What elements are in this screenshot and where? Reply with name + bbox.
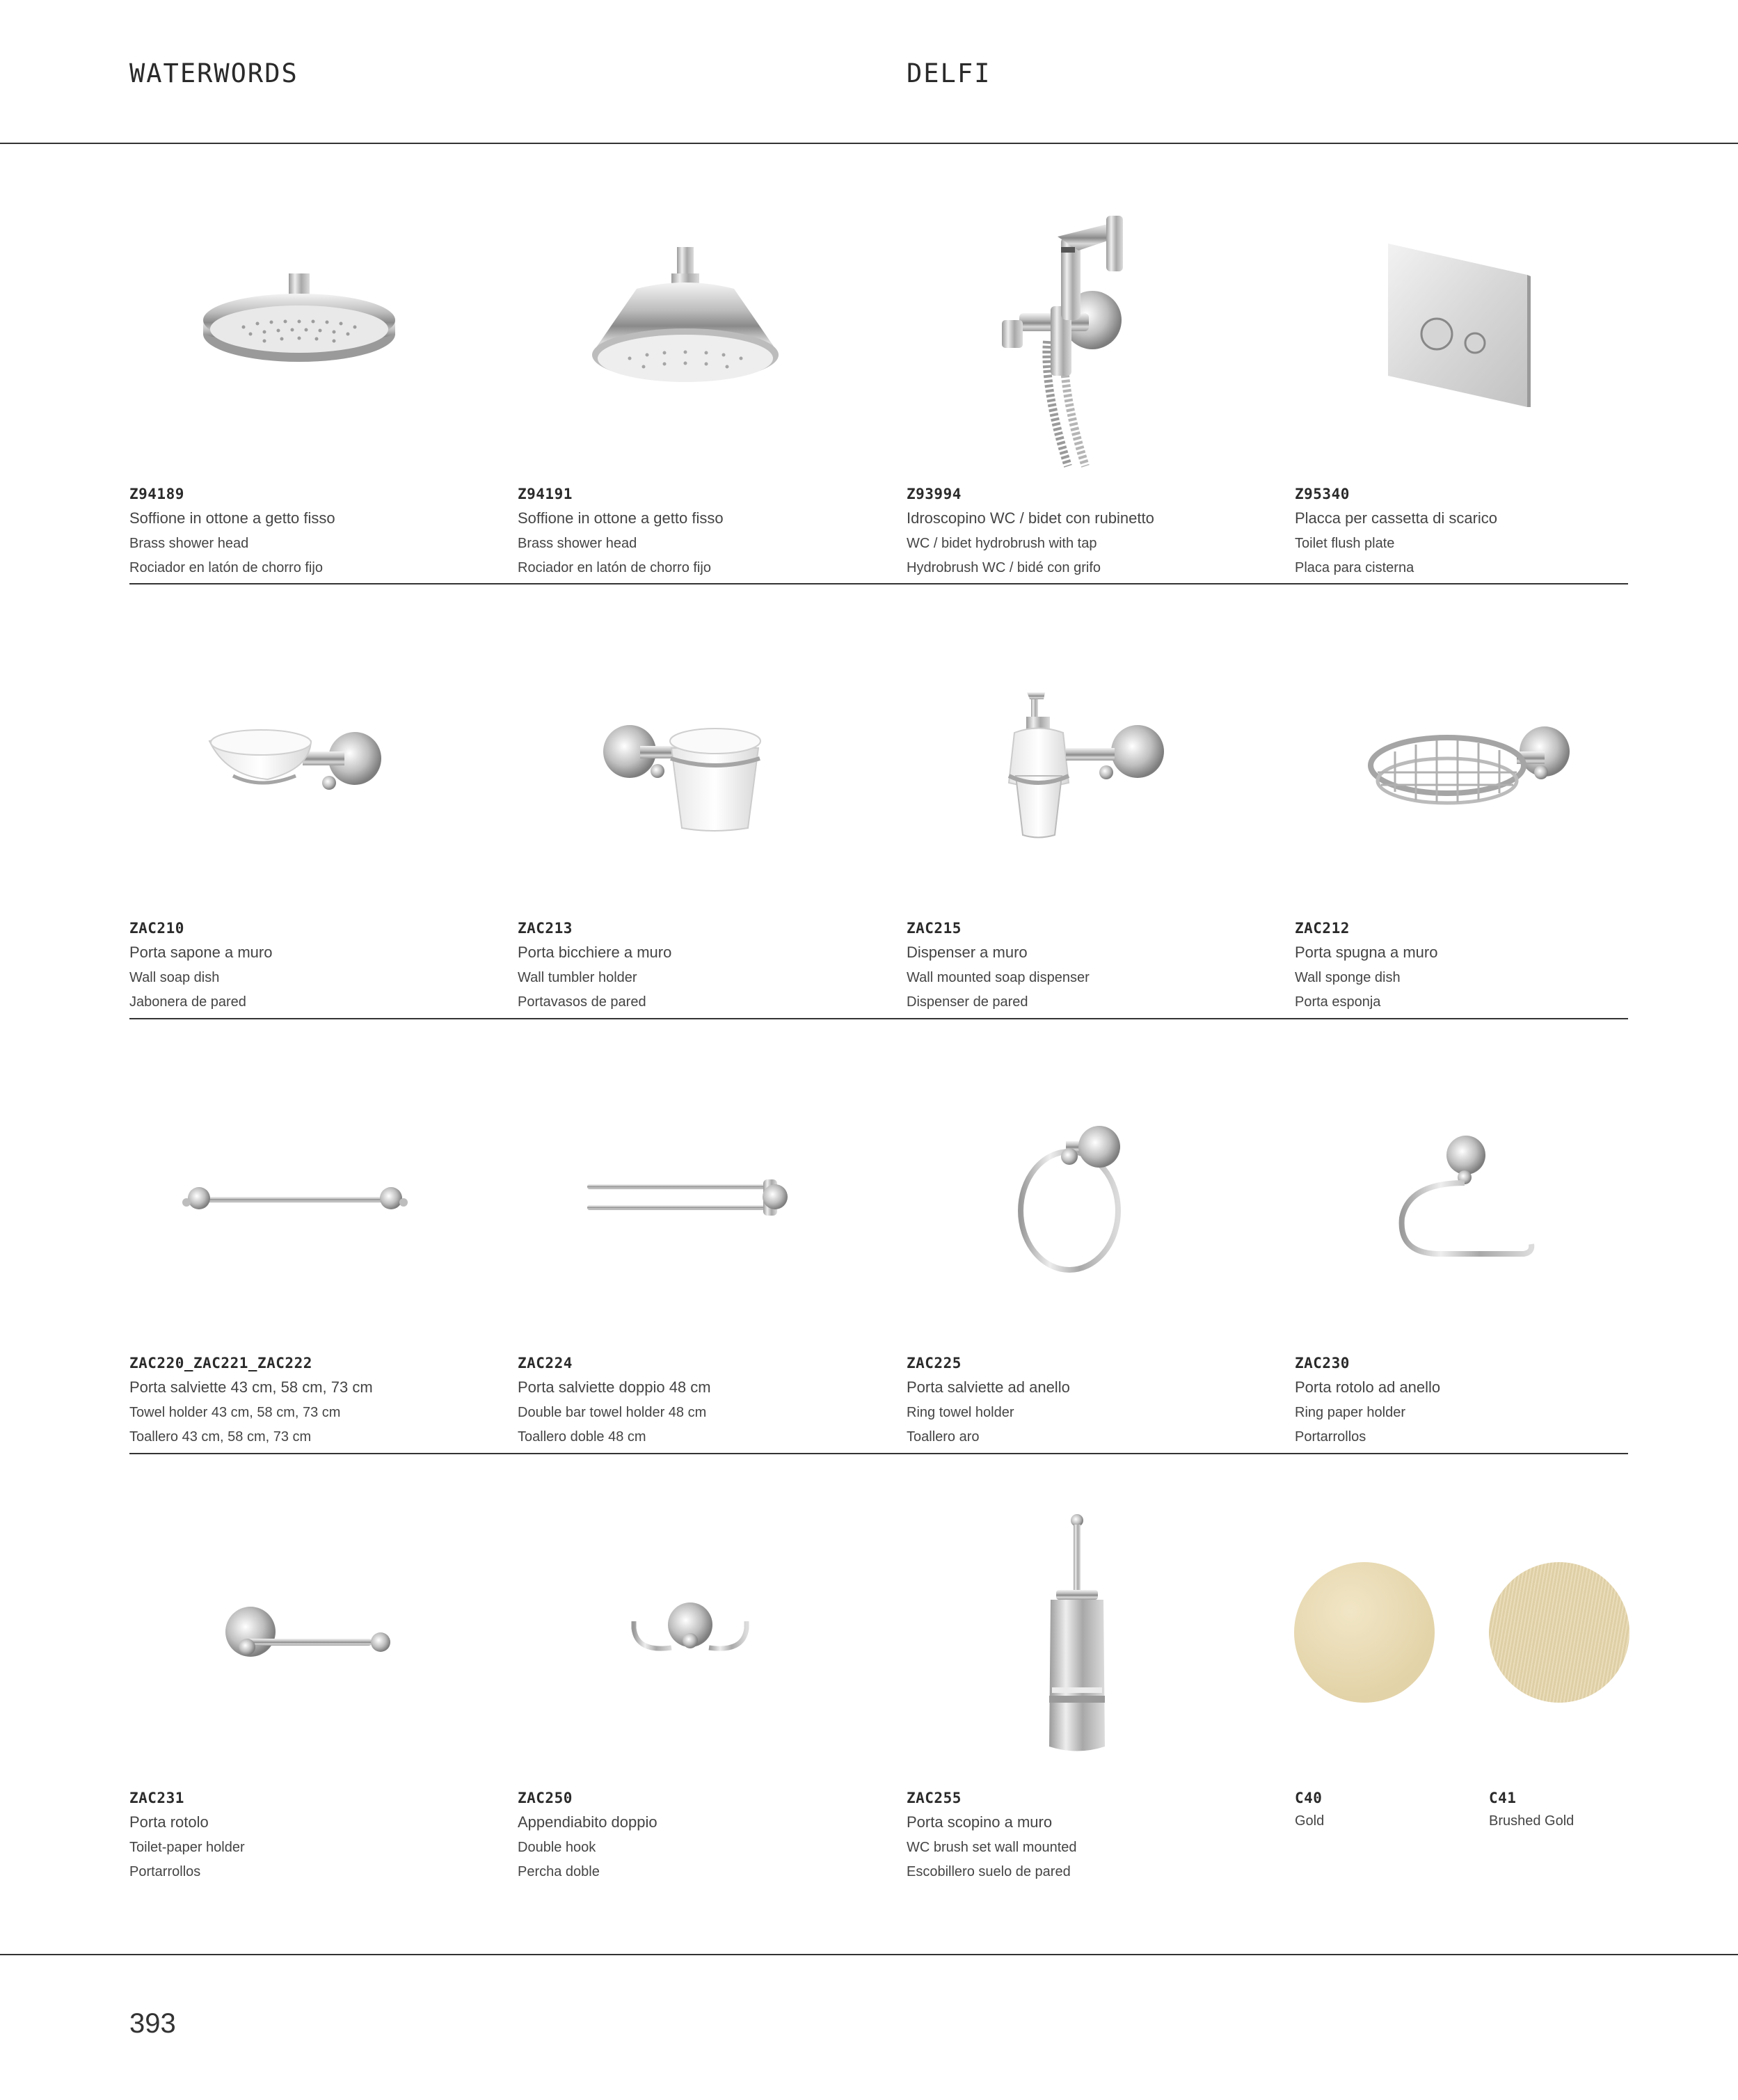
gold-finish-swatch xyxy=(1294,1562,1435,1703)
product-name-it: Appendiabito doppio xyxy=(518,1813,657,1831)
product-code: ZAC224 xyxy=(518,1355,573,1371)
product-name-en: Double bar towel holder 48 cm xyxy=(518,1405,707,1420)
product-card xyxy=(1295,486,1683,576)
ring-paper-holder-icon xyxy=(1395,1134,1534,1259)
product-card xyxy=(129,1790,518,1880)
product-name-en: Wall mounted soap dispenser xyxy=(907,970,1090,985)
round-shower-head-icon xyxy=(195,268,404,372)
product-name-es: Placa para cisterna xyxy=(1295,560,1414,575)
product-name-es: Rociador en latón de chorro fijo xyxy=(518,560,711,575)
product-name-it: Porta bicchiere a muro xyxy=(518,944,672,961)
towel-bar-icon xyxy=(180,1183,410,1218)
product-name-en: Toilet-paper holder xyxy=(129,1840,245,1855)
product-name-en: Wall soap dish xyxy=(129,970,220,985)
tumbler-holder-icon xyxy=(598,717,765,832)
classic-shower-head-icon xyxy=(588,247,783,397)
product-name-es: Toallero 43 cm, 58 cm, 73 cm xyxy=(129,1429,312,1445)
product-card xyxy=(1295,920,1683,1010)
product-name-it: Soffione in ottone a getto fisso xyxy=(129,509,335,527)
product-card xyxy=(518,920,906,1010)
product-name-es: Portarrollos xyxy=(1295,1429,1366,1445)
product-name-en: Ring towel holder xyxy=(907,1405,1014,1420)
product-name-es: Toallero aro xyxy=(907,1429,980,1445)
finish-name: Gold xyxy=(1295,1813,1325,1829)
product-code: ZAC255 xyxy=(907,1790,962,1806)
double-hook-icon xyxy=(630,1600,751,1670)
product-name-en: Toilet flush plate xyxy=(1295,536,1395,551)
product-code: ZAC210 xyxy=(129,920,184,937)
page-number: 393 xyxy=(129,2008,176,2039)
towel-ring-icon xyxy=(1017,1120,1122,1273)
product-code: ZAC215 xyxy=(907,920,962,937)
product-card xyxy=(129,920,518,1010)
product-code: Z94189 xyxy=(129,486,184,502)
product-code: Z93994 xyxy=(907,486,962,502)
soap-dispenser-icon xyxy=(1002,685,1169,838)
soap-dish-icon xyxy=(205,720,386,804)
double-towel-bar-icon xyxy=(586,1176,789,1225)
product-card xyxy=(907,920,1295,1010)
product-name-en: Brass shower head xyxy=(518,536,637,551)
product-name-es: Portarrollos xyxy=(129,1864,201,1879)
finish-card xyxy=(1295,1790,1476,1829)
finish-code: C40 xyxy=(1295,1790,1323,1806)
product-name-es: Jabonera de pared xyxy=(129,994,246,1010)
product-name-en: Brass shower head xyxy=(129,536,249,551)
product-card xyxy=(518,486,906,576)
collection-title: DELFI xyxy=(907,58,991,88)
product-name-en: Towel holder 43 cm, 58 cm, 73 cm xyxy=(129,1405,341,1420)
product-code: Z95340 xyxy=(1295,486,1350,502)
product-card xyxy=(129,486,518,576)
product-name-en: Wall tumbler holder xyxy=(518,970,637,985)
paper-holder-bar-icon xyxy=(219,1604,393,1667)
product-name-it: Soffione in ottone a getto fisso xyxy=(518,509,724,527)
product-name-en: Wall sponge dish xyxy=(1295,970,1401,985)
product-name-es: Rociador en latón de chorro fijo xyxy=(129,560,323,575)
finish-code: C41 xyxy=(1489,1790,1517,1806)
product-code: ZAC220_ZAC221_ZAC222 xyxy=(129,1355,312,1371)
product-name-it: Placca per cassetta di scarico xyxy=(1295,509,1498,527)
product-name-en: WC brush set wall mounted xyxy=(907,1840,1077,1855)
product-code: Z94191 xyxy=(518,486,573,502)
brand-title: WATERWORDS xyxy=(129,58,298,88)
product-name-es: Hydrobrush WC / bidé con grifo xyxy=(907,560,1101,575)
product-card xyxy=(1295,1355,1683,1445)
hydrobrush-icon xyxy=(988,209,1141,466)
row-divider xyxy=(129,583,1628,584)
row-divider xyxy=(129,1453,1628,1454)
product-code: ZAC250 xyxy=(518,1790,573,1806)
product-card xyxy=(518,1355,906,1445)
row-divider xyxy=(129,1018,1628,1019)
toilet-brush-icon xyxy=(1042,1513,1112,1757)
product-name-en: Ring paper holder xyxy=(1295,1405,1405,1420)
product-name-it: Idroscopino WC / bidet con rubinetto xyxy=(907,509,1154,527)
product-name-es: Escobillero suelo de pared xyxy=(907,1864,1071,1879)
product-name-it: Porta rotolo ad anello xyxy=(1295,1378,1441,1396)
header-divider xyxy=(0,143,1738,144)
product-name-it: Dispenser a muro xyxy=(907,944,1028,961)
product-name-it: Porta salviette doppio 48 cm xyxy=(518,1378,711,1396)
product-name-es: Percha doble xyxy=(518,1864,600,1879)
product-code: ZAC230 xyxy=(1295,1355,1350,1371)
product-card xyxy=(907,1355,1295,1445)
product-name-es: Dispenser de pared xyxy=(907,994,1028,1010)
footer-divider xyxy=(0,1954,1738,1955)
product-name-it: Porta scopino a muro xyxy=(907,1813,1053,1831)
product-name-it: Porta salviette ad anello xyxy=(907,1378,1070,1396)
brushed-gold-finish-swatch xyxy=(1489,1562,1629,1703)
product-name-en: Double hook xyxy=(518,1840,596,1855)
product-code: ZAC231 xyxy=(129,1790,184,1806)
flush-plate-icon xyxy=(1385,240,1531,407)
product-code: ZAC212 xyxy=(1295,920,1350,937)
sponge-basket-icon xyxy=(1367,724,1572,807)
product-name-es: Toallero doble 48 cm xyxy=(518,1429,646,1445)
product-name-it: Porta salviette 43 cm, 58 cm, 73 cm xyxy=(129,1378,373,1396)
product-name-en: WC / bidet hydrobrush with tap xyxy=(907,536,1097,551)
product-card xyxy=(129,1355,518,1445)
product-name-es: Portavasos de pared xyxy=(518,994,646,1010)
product-code: ZAC213 xyxy=(518,920,573,937)
finish-name: Brushed Gold xyxy=(1489,1813,1574,1829)
product-code: ZAC225 xyxy=(907,1355,962,1371)
product-card xyxy=(518,1790,906,1880)
product-name-it: Porta rotolo xyxy=(129,1813,209,1831)
finish-card xyxy=(1489,1790,1670,1829)
product-name-it: Porta sapone a muro xyxy=(129,944,273,961)
product-card xyxy=(907,486,1295,576)
product-name-it: Porta spugna a muro xyxy=(1295,944,1438,961)
product-card xyxy=(907,1790,1295,1880)
product-name-es: Porta esponja xyxy=(1295,994,1381,1010)
